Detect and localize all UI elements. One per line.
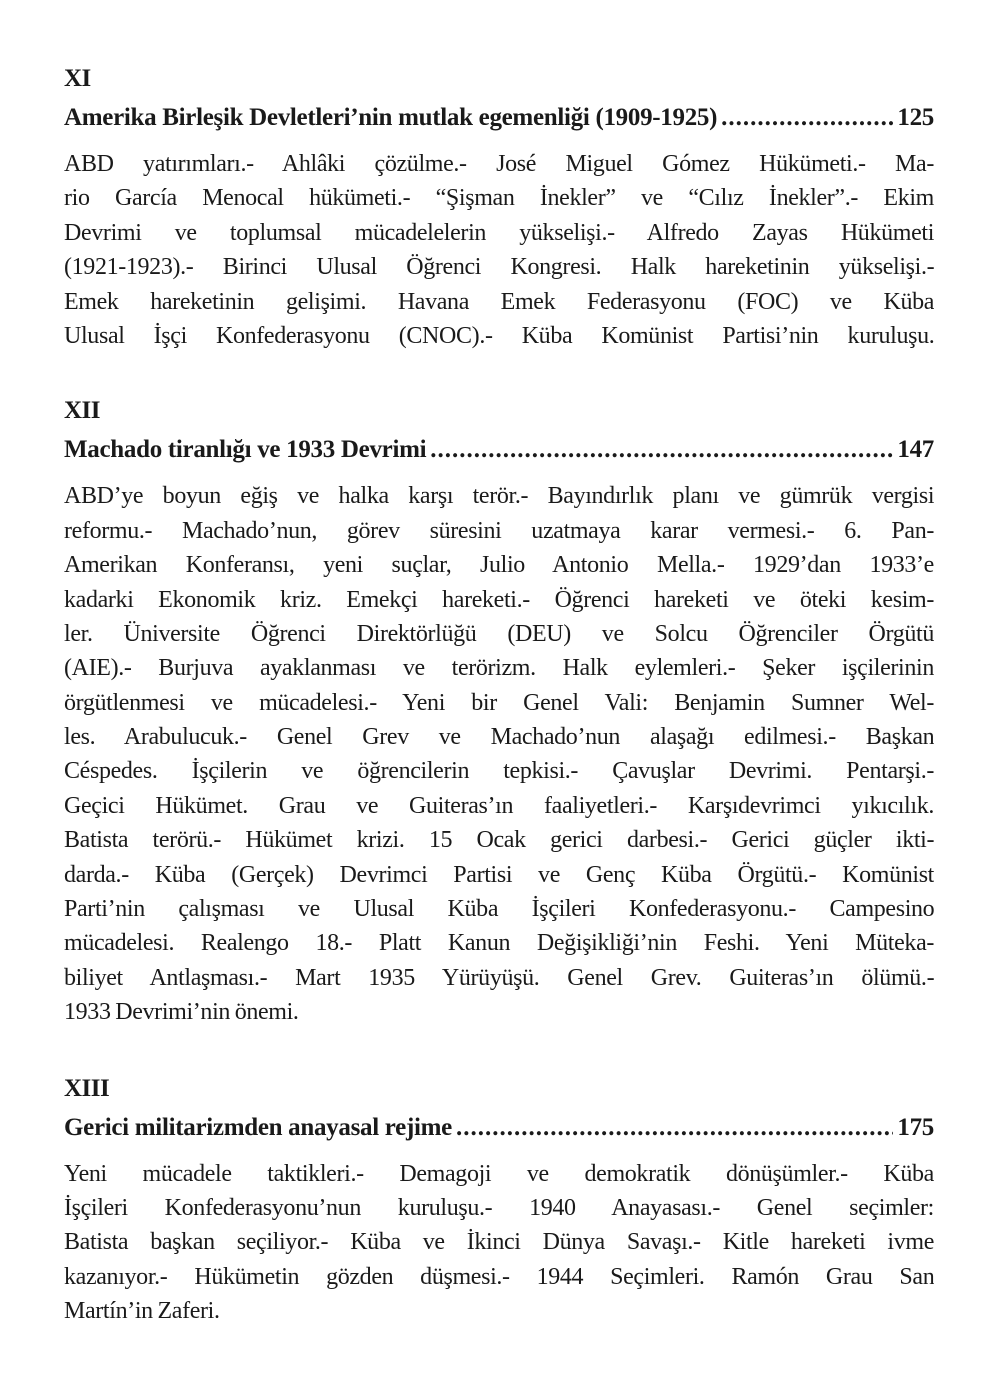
chapter-heading-link[interactable] <box>64 103 934 133</box>
summary-line: les. Arabulucuk.- Genel Grev ve Machado’nun alaşağı edilmesi.- Başkan <box>64 724 934 751</box>
summary-line: Batista başkan seçiliyor.- Küba ve İkinci Dünya Savaşı.- Kitle hareketi ivme <box>64 1229 934 1256</box>
summary-line: Martín’in Zaferi. <box>64 1298 220 1325</box>
summary-line: (1921-1923).- Birinci Ulusal Öğrenci Kongresi. Halk hareketinin yükselişi.- <box>64 254 934 281</box>
dot-leader <box>456 1113 893 1143</box>
summary-line: örgütlenmesi ve mücadelesi.- Yeni bir Genel Vali: Benjamin Sumner Wel- <box>64 689 934 716</box>
summary-line: ler. Üniversite Öğrenci Direktörlüğü (DEU) ve Solcu Öğrenciler Örgütü <box>64 620 934 647</box>
chapter-page-number: 175 <box>897 1113 934 1141</box>
summary-line: kazanıyor.- Hükümetin gözden düşmesi.- 1944 Seçimleri. Ramón Grau San <box>64 1263 934 1290</box>
summary-line: rio García Menocal hükümeti.- “Şişman İnekler” ve “Cılız İnekler”.- Ekim <box>64 185 934 212</box>
summary-line: ABD yatırımları.- Ahlâki çözülme.- José Miguel Gómez Hükümeti.- Ma- <box>64 151 934 177</box>
chapter-heading-link[interactable] <box>64 1113 934 1143</box>
summary-line: kadarki Ekonomik kriz. Emekçi hareketi.- Öğrenci hareketi ve öteki kesim- <box>64 586 934 613</box>
chapter-number: XII <box>64 397 101 425</box>
chapter-summary <box>64 479 934 1029</box>
toc-section-xii <box>64 396 934 1029</box>
summary-line: ABD’ye boyun eğiş ve halka karşı terör.- Bayındırlık planı ve gümrük vergisi <box>64 483 934 510</box>
summary-line: mücadelesi. Realengo 18.- Platt Kanun Değişikliği’nin Feshi. Yeni Müteka- <box>64 930 934 957</box>
summary-line: Amerikan Konferansı, yeni suçlar, Julio Antonio Mella.- 1929’dan 1933’e <box>64 552 934 579</box>
summary-line: İşçileri Konfederasyonu’nun kuruluşu.- 1940 Anayasası.- Genel seçimler: <box>64 1194 934 1221</box>
chapter-summary <box>64 147 934 353</box>
toc-section-xiii <box>64 1074 934 1329</box>
toc-section-xi <box>64 64 934 353</box>
chapter-heading-link[interactable] <box>64 435 934 465</box>
dot-leader <box>430 435 893 465</box>
summary-line: (AIE).- Burjuva ayaklanması ve terörizm. Halk eylemleri.- Şeker işçilerinin <box>64 655 934 682</box>
summary-line: darda.- Küba (Gerçek) Devrimci Partisi ve Genç Küba Örgütü.- Komünist <box>64 861 934 888</box>
summary-line: reformu.- Machado’nun, görev süresini uzatmaya karar vermesi.- 6. Pan- <box>64 517 934 544</box>
chapter-title: Gerici militarizmden anayasal rejime <box>64 1113 452 1141</box>
chapter-number: XI <box>64 65 91 92</box>
chapter-title: Machado tiranlığı ve 1933 Devrimi <box>64 436 427 464</box>
chapter-page-number: 125 <box>897 104 934 131</box>
chapter-number: XIII <box>64 1074 110 1102</box>
summary-line: Geçici Hükümet. Grau ve Guiteras’ın faaliyetleri.- Karşıdevrimci yıkıcılık. <box>64 792 934 819</box>
summary-line: Yeni mücadele taktikleri.- Demagoji ve demokratik dönüşümler.- Küba <box>64 1160 934 1187</box>
table-of-contents-page <box>64 64 934 1329</box>
chapter-page-number: 147 <box>897 436 934 464</box>
summary-line: Céspedes. İşçilerin ve öğrencilerin tepkisi.- Çavuşlar Devrimi. Pentarşi.- <box>64 758 934 785</box>
summary-line: Emek hareketinin gelişimi. Havana Emek Federasyonu (FOC) ve Küba <box>64 288 934 315</box>
summary-line: 1933 Devrimi’nin önemi. <box>64 999 299 1026</box>
chapter-summary <box>64 1157 934 1329</box>
chapter-title: Amerika Birleşik Devletleri’nin mutlak egemenliği (1909-1925) <box>64 104 718 131</box>
dot-leader <box>721 103 893 133</box>
summary-line: Batista terörü.- Hükümet krizi. 15 Ocak gerici darbesi.- Gerici güçler ikti- <box>64 827 934 854</box>
summary-line: Devrimi ve toplumsal mücadelelerin yükselişi.- Alfredo Zayas Hükümeti <box>64 219 934 246</box>
summary-line: Parti’nin çalışması ve Ulusal Küba İşçileri Konfederasyonu.- Campesino <box>64 896 934 923</box>
summary-line: Ulusal İşçi Konfederasyonu (CNOC).- Küba Komünist Partisi’nin kuruluşu. <box>64 322 934 349</box>
summary-line: biliyet Antlaşması.- Mart 1935 Yürüyüşü. Genel Grev. Guiteras’ın ölümü.- <box>64 964 934 991</box>
